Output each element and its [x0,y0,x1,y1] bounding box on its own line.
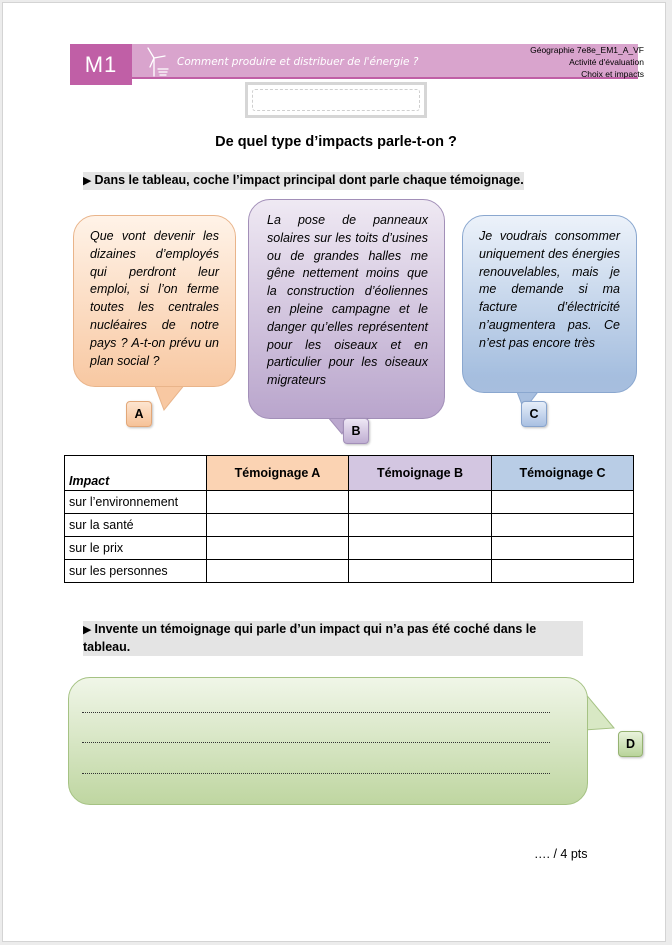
table-row [65,491,634,514]
check-cell[interactable] [207,514,349,537]
check-cell[interactable] [349,514,492,537]
answer-line[interactable] [82,773,550,774]
row-label: sur les personnes [65,560,207,583]
table-header-row [65,456,634,491]
answer-line[interactable] [82,742,550,743]
testimony-c-text: Je voudrais consommer uniquement des énergies renouvelables, mais je me demande si ma facture d’électricité n’augmentera pas. Ce n’est pas encore très [479,229,620,350]
instruction-2 [83,621,583,656]
testimony-c-bubble [462,215,637,393]
testimony-b-text: La pose de panneaux solaires sur les toits d’usines ou de grandes halles me gêne nettement moins que la construction d’éoliennes en pleine campagne et le danger qu’elles représentent pour les oiseaux et en particulier pour les oiseaux migrateurs [267,213,428,388]
bubble-d-tail [584,690,618,736]
check-cell[interactable] [492,560,634,583]
table-row [65,560,634,583]
check-cell[interactable] [207,560,349,583]
testimony-d-label: D [618,731,643,757]
check-cell[interactable] [207,537,349,560]
module-badge: M1 [70,44,132,85]
check-cell[interactable] [349,537,492,560]
table-row [65,514,634,537]
header-title: Comment produire et distribuer de l'énergie ? [177,56,419,68]
check-cell[interactable] [492,491,634,514]
impact-table [64,455,634,583]
meta-line: Activité d'évaluation [569,57,644,67]
wind-turbine-icon [138,45,172,79]
row-label: sur l’environnement [65,491,207,514]
testimony-b-bubble [248,199,445,419]
row-label: sur le prix [65,537,207,560]
testimony-b-label: B [343,418,369,444]
meta-line: Choix et impacts [581,69,644,79]
testimony-a-bubble [73,215,236,387]
check-cell[interactable] [492,514,634,537]
score: …. / 4 pts [534,847,588,861]
column-header-a: Témoignage A [207,456,349,491]
check-cell[interactable] [207,491,349,514]
testimony-a-text: Que vont devenir les dizaines d’employés qui perdront leur emploi, si l’on ferme toutes les centrales nucléaires de notre pays ? A-t-on prévu un plan social ? [90,229,219,368]
instruction-2-text: Invente un témoignage qui parle d’un impact qui n’a pas été coché dans le tableau. [83,622,537,654]
testimony-a-label: A [126,401,152,427]
header-meta [530,44,644,80]
impact-header: Impact [65,456,207,491]
column-header-b: Témoignage B [349,456,492,491]
text-fade [463,370,636,392]
answer-line[interactable] [82,712,550,713]
meta-line: Géographie 7e8e_EM1_A_VF [530,45,644,55]
student-name-field[interactable] [245,82,427,118]
arrow-right-icon: ▶ [83,175,92,187]
row-label: sur la santé [65,514,207,537]
answer-bubble[interactable] [68,677,588,805]
check-cell[interactable] [349,491,492,514]
page-title: De quel type d’impacts parle-t-on ? [215,134,457,150]
check-cell[interactable] [492,537,634,560]
check-cell[interactable] [349,560,492,583]
arrow-right-icon: ▶ [83,624,92,636]
column-header-c: Témoignage C [492,456,634,491]
instruction-1-text: Dans le tableau, coche l’impact principal dont parle chaque témoignage. [94,173,524,187]
testimony-c-label: C [521,401,547,427]
instruction-1 [83,172,524,190]
table-row [65,537,634,560]
